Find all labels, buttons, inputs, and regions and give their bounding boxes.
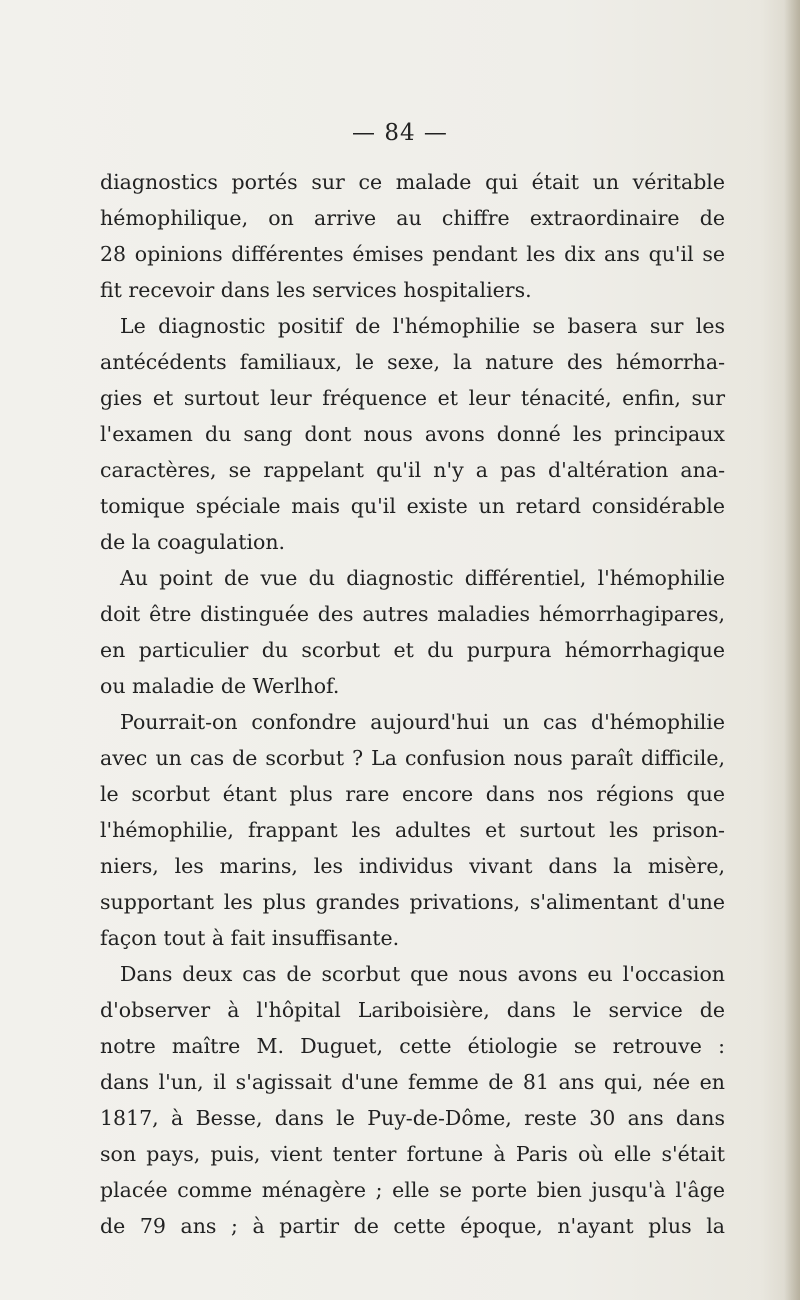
text-line: notre maître M. Duguet, cette étiologie se retrouve : (100, 1034, 725, 1058)
paragraph-start-line: Au point de vue du diagnostic différentiel, l'hémophilie (120, 566, 725, 590)
text-line: de 79 ans ; à partir de cette époque, n'ayant plus la (100, 1214, 725, 1238)
text-line: 1817, à Besse, dans le Puy-de-Dôme, reste 30 ans dans (100, 1106, 725, 1130)
text-line: doit être distinguée des autres maladies hémorrhagipares, (100, 602, 725, 626)
text-line: hémophilique, on arrive au chiffre extraordinaire de (100, 206, 725, 230)
text-line: fit recevoir dans les services hospitaliers. (100, 278, 532, 302)
text-line: ou maladie de Werlhof. (100, 674, 340, 698)
text-line: d'observer à l'hôpital Lariboisière, dans le service de (100, 998, 725, 1022)
text-line: gies et surtout leur fréquence et leur ténacité, enfin, sur (100, 386, 725, 410)
text-line: en particulier du scorbut et du purpura hémorrhagique (100, 638, 725, 662)
page-edge-shadow (784, 0, 800, 1300)
page-number: — 84 — (352, 120, 448, 146)
text-line: niers, les marins, les individus vivant dans la misère, (100, 854, 725, 878)
text-line: dans l'un, il s'agissait d'une femme de 81 ans qui, née en (100, 1070, 725, 1094)
paragraph-start-line: Dans deux cas de scorbut que nous avons eu l'occasion (120, 962, 725, 986)
text-line: l'hémophilie, frappant les adultes et surtout les prison- (100, 818, 725, 842)
text-line: supportant les plus grandes privations, s'alimentant d'une (100, 890, 725, 914)
text-line: façon tout à fait insuffisante. (100, 926, 400, 950)
text-line: antécédents familiaux, le sexe, la nature des hémorrha- (100, 350, 725, 374)
text-line: placée comme ménagère ; elle se porte bien jusqu'à l'âge (100, 1178, 725, 1202)
text-line: le scorbut étant plus rare encore dans nos régions que (100, 782, 725, 806)
body-text (100, 164, 725, 1244)
text-line: tomique spéciale mais qu'il existe un retard considérable (100, 494, 725, 518)
text-line: 28 opinions différentes émises pendant les dix ans qu'il se (100, 242, 725, 266)
paragraph-start-line: Le diagnostic positif de l'hémophilie se basera sur les (120, 314, 725, 338)
text-line: son pays, puis, vient tenter fortune à Paris où elle s'était (100, 1142, 725, 1166)
text-line: l'examen du sang dont nous avons donné les principaux (100, 422, 725, 446)
text-line: de la coagulation. (100, 530, 286, 554)
text-line: caractères, se rappelant qu'il n'y a pas d'altération ana- (100, 458, 725, 482)
text-line: diagnostics portés sur ce malade qui était un véritable (100, 170, 725, 194)
paragraph-start-line: Pourrait-on confondre aujourd'hui un cas d'hémophilie (120, 710, 725, 734)
text-line: avec un cas de scorbut ? La confusion nous paraît difficile, (100, 746, 725, 770)
